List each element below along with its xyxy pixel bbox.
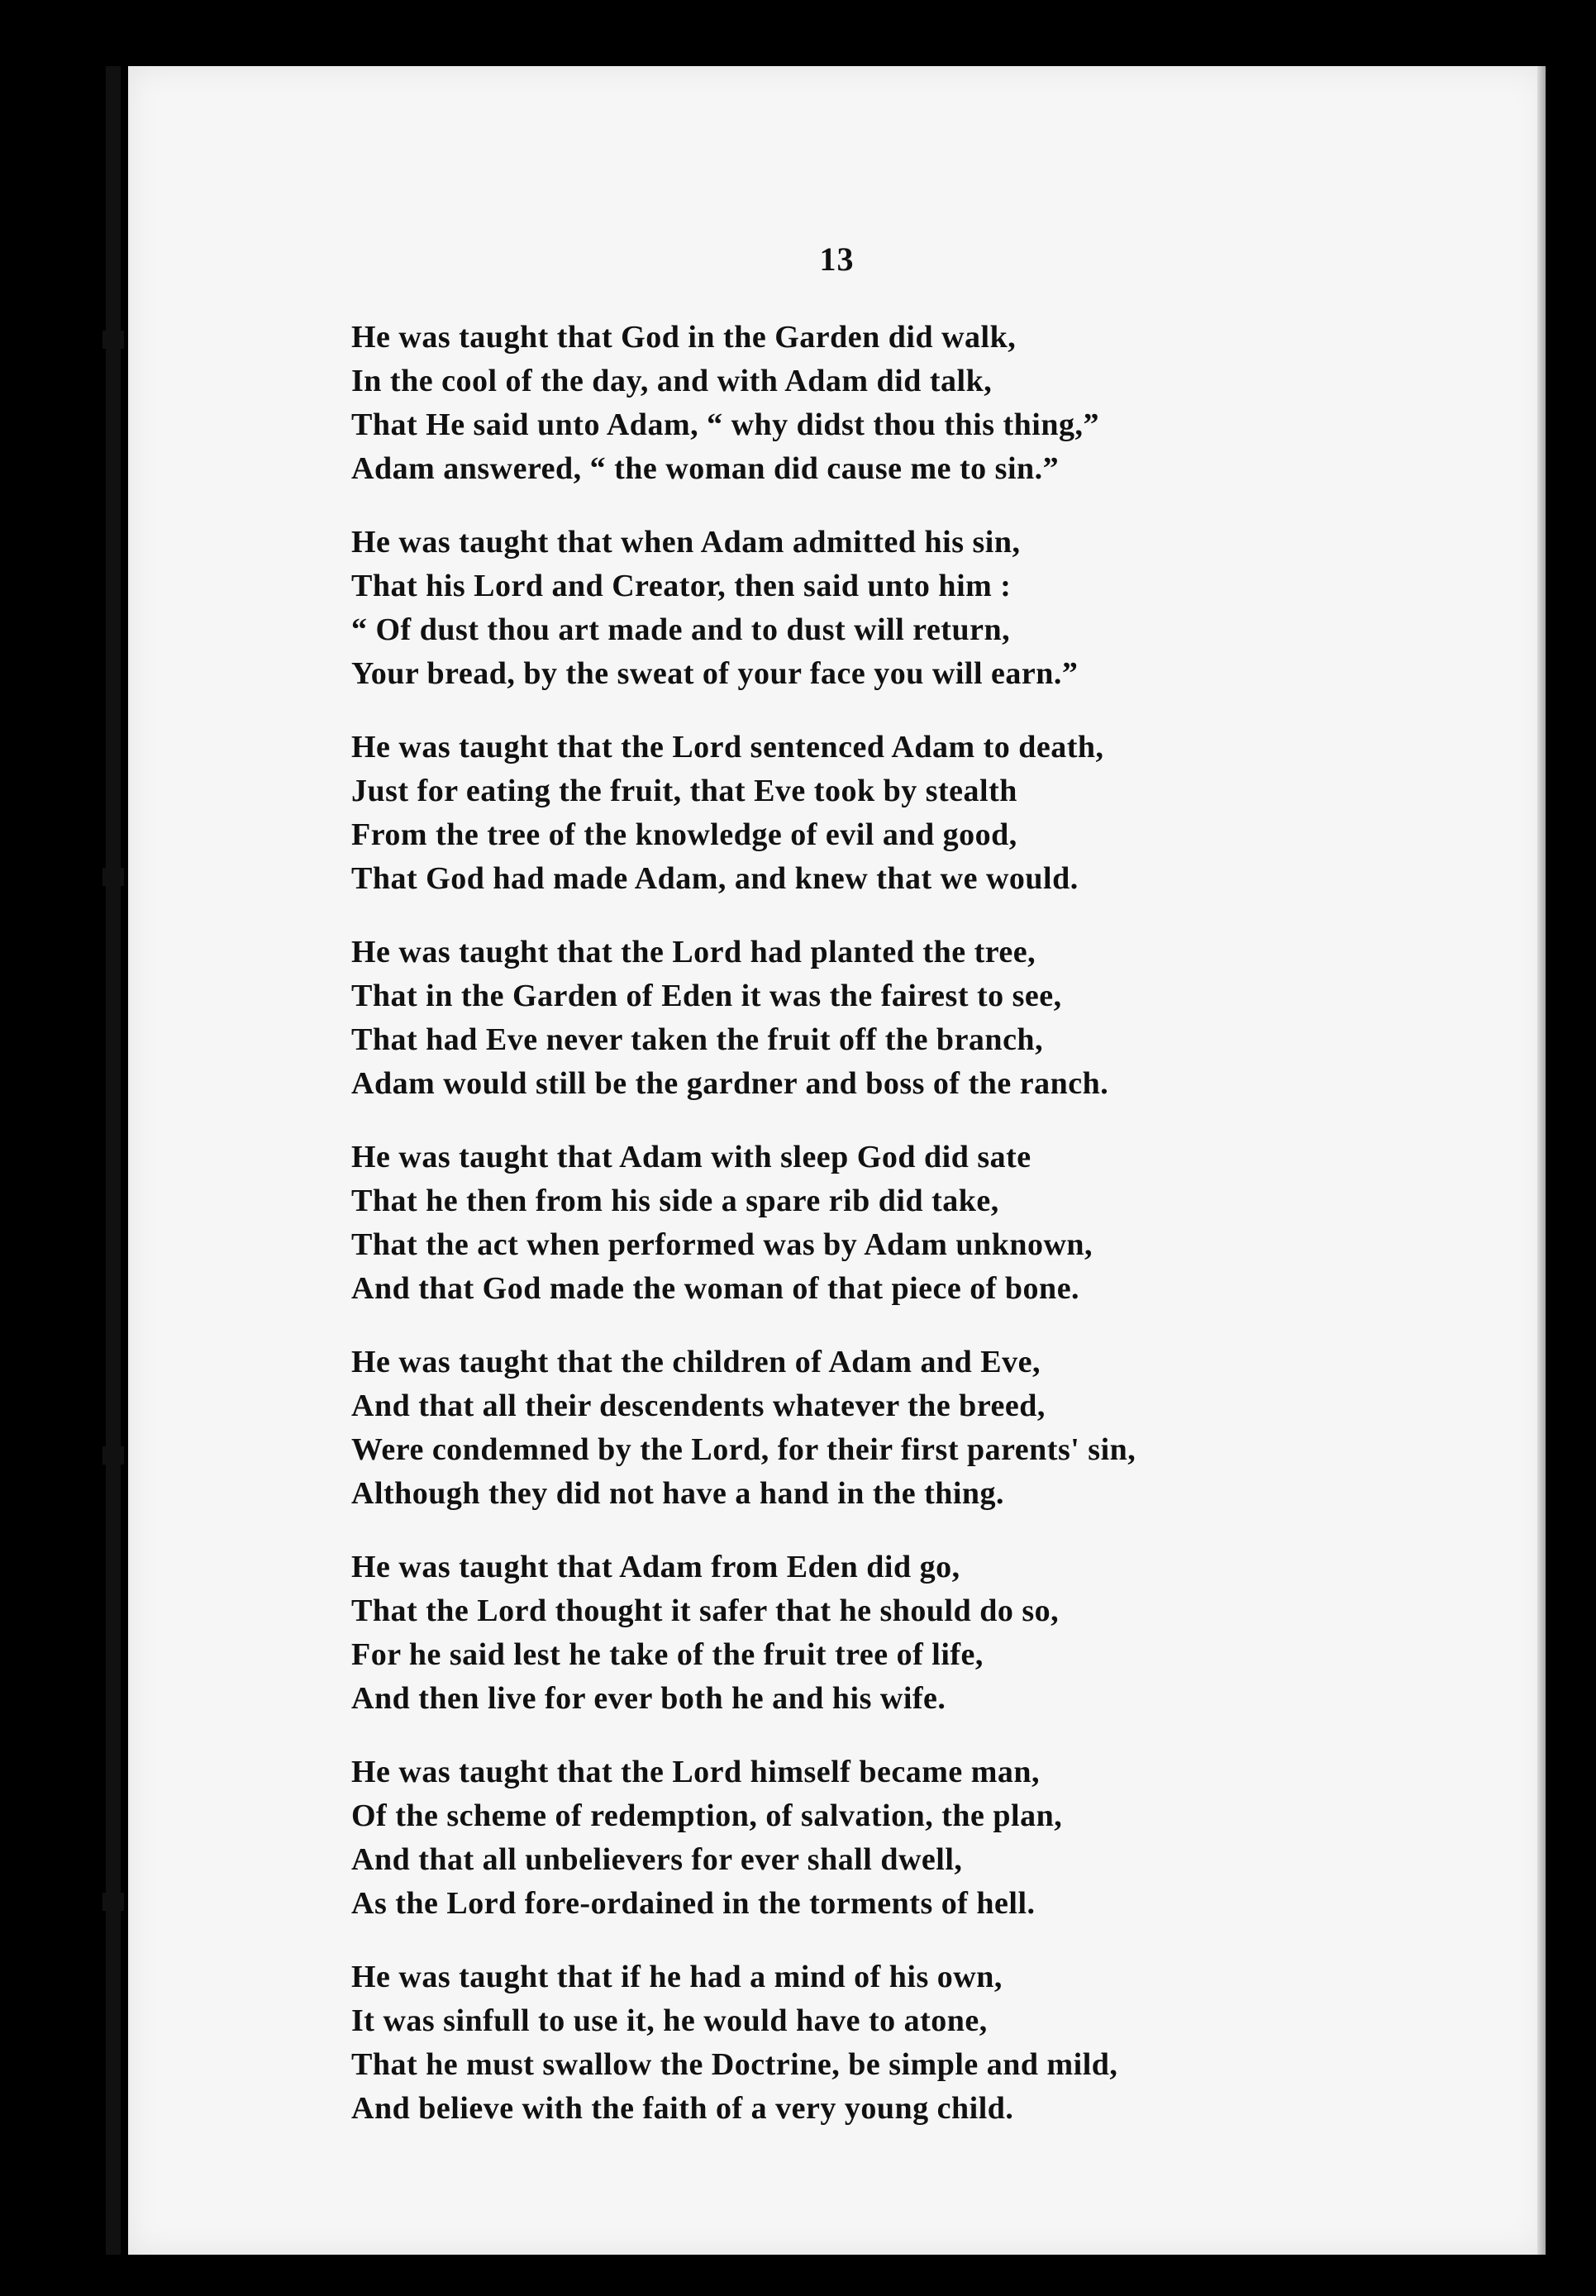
poem-line: Were condemned by the Lord, for their first parents' sin, — [351, 1432, 1136, 1467]
stanza — [351, 1341, 1508, 1516]
poem-line: That the act when performed was by Adam unknown, — [351, 1227, 1093, 1262]
poem-line: For he said lest he take of the fruit tree of life, — [351, 1637, 984, 1672]
poem-line: That God had made Adam, and knew that we would. — [351, 861, 1079, 896]
poem-line: As the Lord fore-ordained in the torments of hell. — [351, 1886, 1036, 1921]
poem-line: From the tree of the knowledge of evil and good, — [351, 817, 1017, 852]
poem-line: Although they did not have a hand in the thing. — [351, 1476, 1005, 1511]
stanza — [351, 1136, 1508, 1311]
poem-line: And then live for ever both he and his wife. — [351, 1681, 946, 1716]
poem-line: He was taught that God in the Garden did walk, — [351, 320, 1017, 355]
poem-line: That in the Garden of Eden it was the fairest to see, — [351, 979, 1062, 1013]
poem-line: Adam would still be the gardner and boss of the ranch. — [351, 1066, 1109, 1101]
poem-line: He was taught that when Adam admitted his sin, — [351, 525, 1021, 560]
poem-line: He was taught that the children of Adam and Eve, — [351, 1345, 1041, 1379]
stanza — [351, 931, 1508, 1106]
stanza — [351, 1546, 1508, 1721]
page-right-edge — [1537, 66, 1546, 2255]
poem-line: It was sinfull to use it, he would have to atone, — [351, 2003, 988, 2038]
poem-line: That he then from his side a spare rib did take, — [351, 1184, 999, 1218]
poem-line: In the cool of the day, and with Adam did talk, — [351, 364, 993, 398]
poem-line: And believe with the faith of a very young child. — [351, 2091, 1014, 2126]
stanza — [351, 1955, 1508, 2131]
binding-mark — [102, 331, 124, 349]
stanza — [351, 1751, 1508, 1926]
stanza — [351, 521, 1508, 696]
poem-line: And that God made the woman of that piece of bone. — [351, 1271, 1080, 1306]
poem-line: And that all their descendents whatever the breed, — [351, 1389, 1046, 1423]
poem-line: Just for eating the fruit, that Eve took by stealth — [351, 774, 1017, 808]
poem-line: He was taught that if he had a mind of his own, — [351, 1960, 1003, 1994]
poem-line: He was taught that Adam from Eden did go, — [351, 1550, 960, 1584]
poem — [351, 316, 1508, 2160]
binding-mark — [102, 1893, 124, 1911]
book-page — [128, 66, 1546, 2255]
poem-line: That He said unto Adam, “ why didst thou this thing,” — [351, 407, 1099, 442]
poem-line: Of the scheme of redemption, of salvation, the plan, — [351, 1798, 1063, 1833]
stanza — [351, 726, 1508, 901]
poem-line: He was taught that the Lord had planted the tree, — [351, 935, 1036, 969]
binding-mark — [102, 868, 124, 886]
page-binding-edge — [106, 66, 121, 2255]
poem-line: That the Lord thought it safer that he should do so, — [351, 1593, 1060, 1628]
poem-line: That had Eve never taken the fruit off the branch, — [351, 1022, 1044, 1057]
page-number: 13 — [819, 241, 855, 278]
poem-line: Your bread, by the sweat of your face you will earn.” — [351, 656, 1079, 691]
poem-line: That his Lord and Creator, then said unto him : — [351, 569, 1012, 603]
poem-line: He was taught that Adam with sleep God did sate — [351, 1140, 1031, 1174]
poem-line: That he must swallow the Doctrine, be simple and mild, — [351, 2047, 1118, 2082]
poem-line: He was taught that the Lord sentenced Adam to death, — [351, 730, 1104, 765]
poem-line: “ Of dust thou art made and to dust will return, — [351, 612, 1011, 647]
poem-line: Adam answered, “ the woman did cause me to sin.” — [351, 451, 1060, 486]
stanza — [351, 316, 1508, 491]
poem-line: He was taught that the Lord himself became man, — [351, 1755, 1041, 1789]
poem-line: And that all unbelievers for ever shall dwell, — [351, 1842, 963, 1877]
binding-mark — [102, 1446, 124, 1465]
